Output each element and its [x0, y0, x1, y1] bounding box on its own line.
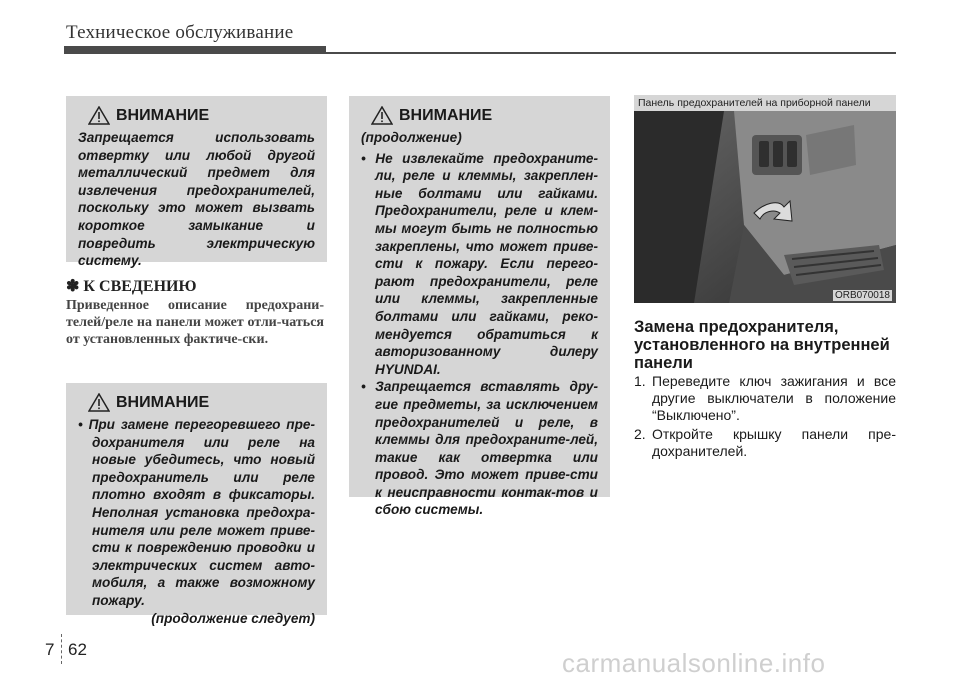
warning-title-text: ВНИМАНИЕ: [399, 106, 493, 124]
page-header-title: Техническое обслуживание: [66, 22, 294, 43]
warning-bullet: • При замене перегоревшего пре-дохранителя или реле на новые убедитесь, что новый предохранитель или реле плотно входят в фиксаторы. Неполная установка предохра-нителя или реле может приве-сти к повреждению проводки и электрических систем авто-мобиля, а также возможному пожару.: [78, 417, 315, 608]
warning-body: [78, 416, 315, 627]
photo-caption: Панель предохранителей на приборной панели: [634, 95, 896, 111]
header-rule-thick: [64, 46, 326, 54]
warning-box-1: [66, 96, 327, 269]
warning-box-2: [66, 383, 327, 626]
header-rule-thin: [326, 52, 896, 54]
warning-triangle-icon: [371, 106, 393, 125]
warning-bullet-2: • Запрещается вставлять дру-гие предметы, за исключением предохранителей и реле, в клеммы для предохраните-лей, такие как отвертка или провод. Это может приве-сти к неисправности контак-тов и сбою системы.: [361, 379, 598, 518]
warning-triangle-icon: [88, 393, 110, 412]
note-title: ✽ К СВЕДЕНИЮ: [66, 278, 197, 295]
warning-title: [78, 393, 315, 412]
dashboard-illustration: [634, 95, 896, 303]
watermark: carmanualsonline.info: [562, 648, 826, 678]
step-text: Переведите ключ зажигания и все другие выключатели в положение “Выключено”.: [652, 373, 896, 423]
warning-triangle-icon: [88, 106, 110, 125]
chapter-number: 7: [45, 640, 55, 659]
page-number-divider: [61, 634, 62, 664]
step-number: 2.: [634, 426, 646, 442]
warning-title-text: ВНИМАНИЕ: [116, 393, 210, 411]
warning-box-3: [349, 96, 610, 518]
note-body: Приведенное описание предохрани-телей/реле на панели может отли-чаться от установленных фактиче-ски.: [66, 298, 324, 347]
step-number: 1.: [634, 373, 646, 389]
warning-title-text: ВНИМАНИЕ: [116, 106, 210, 124]
warning-bullet-1: • Не извлекайте предохраните-ли, реле и клеммы, закреплен-ные болтами или гайками. Предохранители, реле и клем-мы могут быть не полностью закреплены, что может приве-сти к пожару. Если перего-рают предохранители, реле или клеммы, закрепленные болтами или гайками, реко-мендуется обратиться к авторизованному дилеру HYUNDAI.: [361, 150, 598, 377]
steps-list: [634, 373, 896, 462]
warning-body: [361, 129, 598, 519]
warning-body: [78, 129, 315, 270]
warning-text: Запрещается использовать отвертку или любой другой металлический предмет для извлечения предохранителей, поскольку это может вызвать короткое замыкание и повредить электрическую систему.: [78, 130, 315, 269]
fuse-panel-photo: [634, 95, 896, 303]
page-number: 62: [68, 640, 87, 659]
continued-label: (продолжение следует): [151, 610, 315, 626]
warning-title: [78, 106, 315, 125]
step-text: Откройте крышку панели пре-дохранителей.: [652, 426, 896, 459]
warning-title: [361, 106, 598, 125]
step-item: [634, 373, 896, 424]
section-title: Замена предохранителя, установленного на внутренней панели: [634, 318, 890, 372]
continued-label: (продолжение): [361, 130, 462, 145]
step-item: [634, 426, 896, 460]
photo-code: ORB070018: [834, 290, 890, 301]
